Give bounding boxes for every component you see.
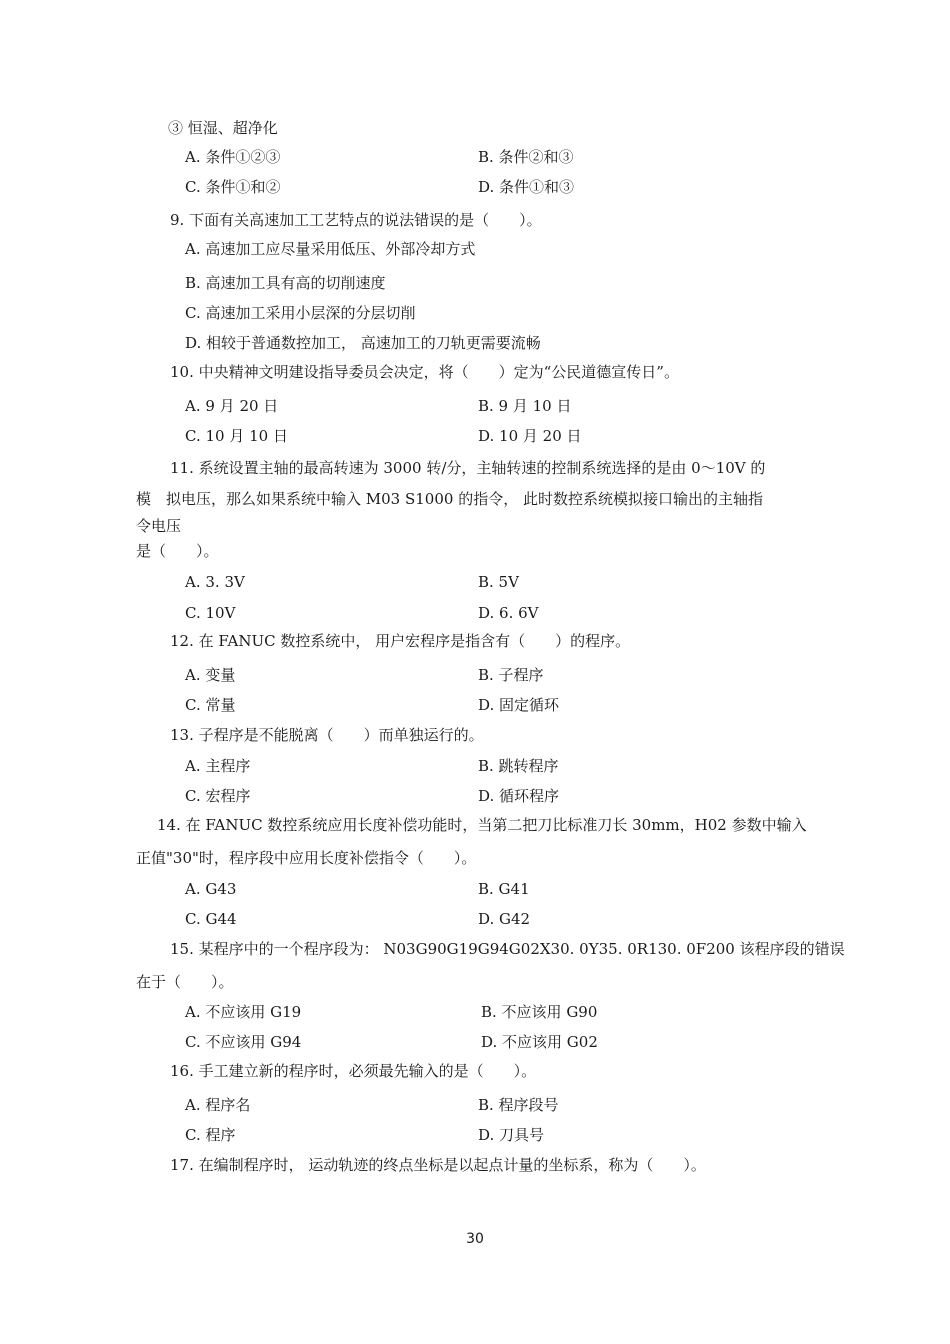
q13-option-a: A. 主程序 (185, 757, 251, 775)
q11-line4: 是（ ）。 (136, 542, 219, 560)
q13-option-c: C. 宏程序 (185, 787, 251, 805)
q15-line1: 15. 某程序中的一个程序段为： N03G90G19G94G02X30. 0Y35. 0R130. 0F200 该程序段的错误 (170, 940, 845, 958)
q16-option-c: C. 程序 (185, 1126, 236, 1144)
q8-option-c: C. 条件①和② (185, 178, 281, 196)
q15-option-b: B. 不应该用 G90 (481, 1003, 598, 1021)
q11-option-a: A. 3. 3V (185, 573, 245, 591)
q11-option-b: B. 5V (478, 573, 519, 591)
q10-option-c: C. 10 月 10 日 (185, 427, 288, 445)
q14-line2: 正值"30"时，程序段中应用长度补偿指令（ ）。 (136, 849, 477, 867)
q8-option-b: B. 条件②和③ (478, 148, 574, 166)
q13-option-d: D. 循环程序 (478, 787, 560, 805)
q12-option-d: D. 固定循环 (478, 696, 560, 714)
q16-stem: 16. 手工建立新的程序时，必须最先输入的是（ ）。 (170, 1062, 537, 1080)
q14-option-a: A. G43 (185, 880, 237, 898)
page-number: 30 (466, 1231, 484, 1247)
q15-option-a: A. 不应该用 G19 (185, 1003, 302, 1021)
q16-option-b: B. 程序段号 (478, 1096, 559, 1114)
q12-stem: 12. 在 FANUC 数控系统中， 用户宏程序是指含有（ ）的程序。 (170, 632, 631, 650)
q9-option-b: B. 高速加工具有高的切削速度 (185, 274, 386, 292)
q11-option-c: C. 10V (185, 604, 236, 622)
q13-option-b: B. 跳转程序 (478, 757, 559, 775)
q9-option-d: D. 相较于普通数控加工， 高速加工的刀轨更需要流畅 (185, 334, 541, 352)
q12-option-c: C. 常量 (185, 696, 236, 714)
q11-line1: 11. 系统设置主轴的最高转速为 3000 转/分，主轴转速的控制系统选择的是由 0～10V 的 (170, 459, 766, 477)
q16-option-a: A. 程序名 (185, 1096, 251, 1114)
q9-stem: 9. 下面有关高速加工工艺特点的说法错误的是（ ）。 (170, 211, 542, 229)
q14-option-d: D. G42 (478, 910, 531, 928)
q15-option-d: D. 不应该用 G02 (481, 1033, 598, 1051)
q11-line2: 模 拟电压，那么如果系统中输入 M03 S1000 的指令， 此时数控系统模拟接口输出的主轴指 (136, 490, 763, 508)
q13-stem: 13. 子程序是不能脱离（ ）而单独运行的。 (170, 726, 484, 744)
q17-stem: 17. 在编制程序时， 运动轨迹的终点坐标是以起点计量的坐标系，称为（ ）。 (170, 1156, 706, 1174)
q11-line3: 令电压 (136, 517, 182, 535)
q14-option-c: C. G44 (185, 910, 237, 928)
q12-option-a: A. 变量 (185, 666, 236, 684)
q10-stem: 10. 中央精神文明建设指导委员会决定，将（ ）定为“公民道德宣传日”。 (170, 363, 679, 381)
q10-option-a: A. 9 月 20 日 (185, 397, 279, 415)
q9-option-a: A. 高速加工应尽量采用低压、外部冷却方式 (185, 240, 476, 258)
q10-option-d: D. 10 月 20 日 (478, 427, 582, 445)
q8-item3: ③ 恒湿、超净化 (168, 119, 278, 137)
q15-line2: 在于（ ）。 (136, 973, 234, 991)
q8-option-a: A. 条件①②③ (185, 148, 281, 166)
q16-option-d: D. 刀具号 (478, 1126, 545, 1144)
q11-option-d: D. 6. 6V (478, 604, 539, 622)
q12-option-b: B. 子程序 (478, 666, 544, 684)
q9-option-c: C. 高速加工采用小层深的分层切削 (185, 304, 416, 322)
q14-line1: 14. 在 FANUC 数控系统应用长度补偿功能时，当第二把刀比标准刀长 30mm，H02 参数中输入 (157, 816, 807, 834)
q14-option-b: B. G41 (478, 880, 530, 898)
q10-option-b: B. 9 月 10 日 (478, 397, 572, 415)
q8-option-d: D. 条件①和③ (478, 178, 575, 196)
q15-option-c: C. 不应该用 G94 (185, 1033, 302, 1051)
